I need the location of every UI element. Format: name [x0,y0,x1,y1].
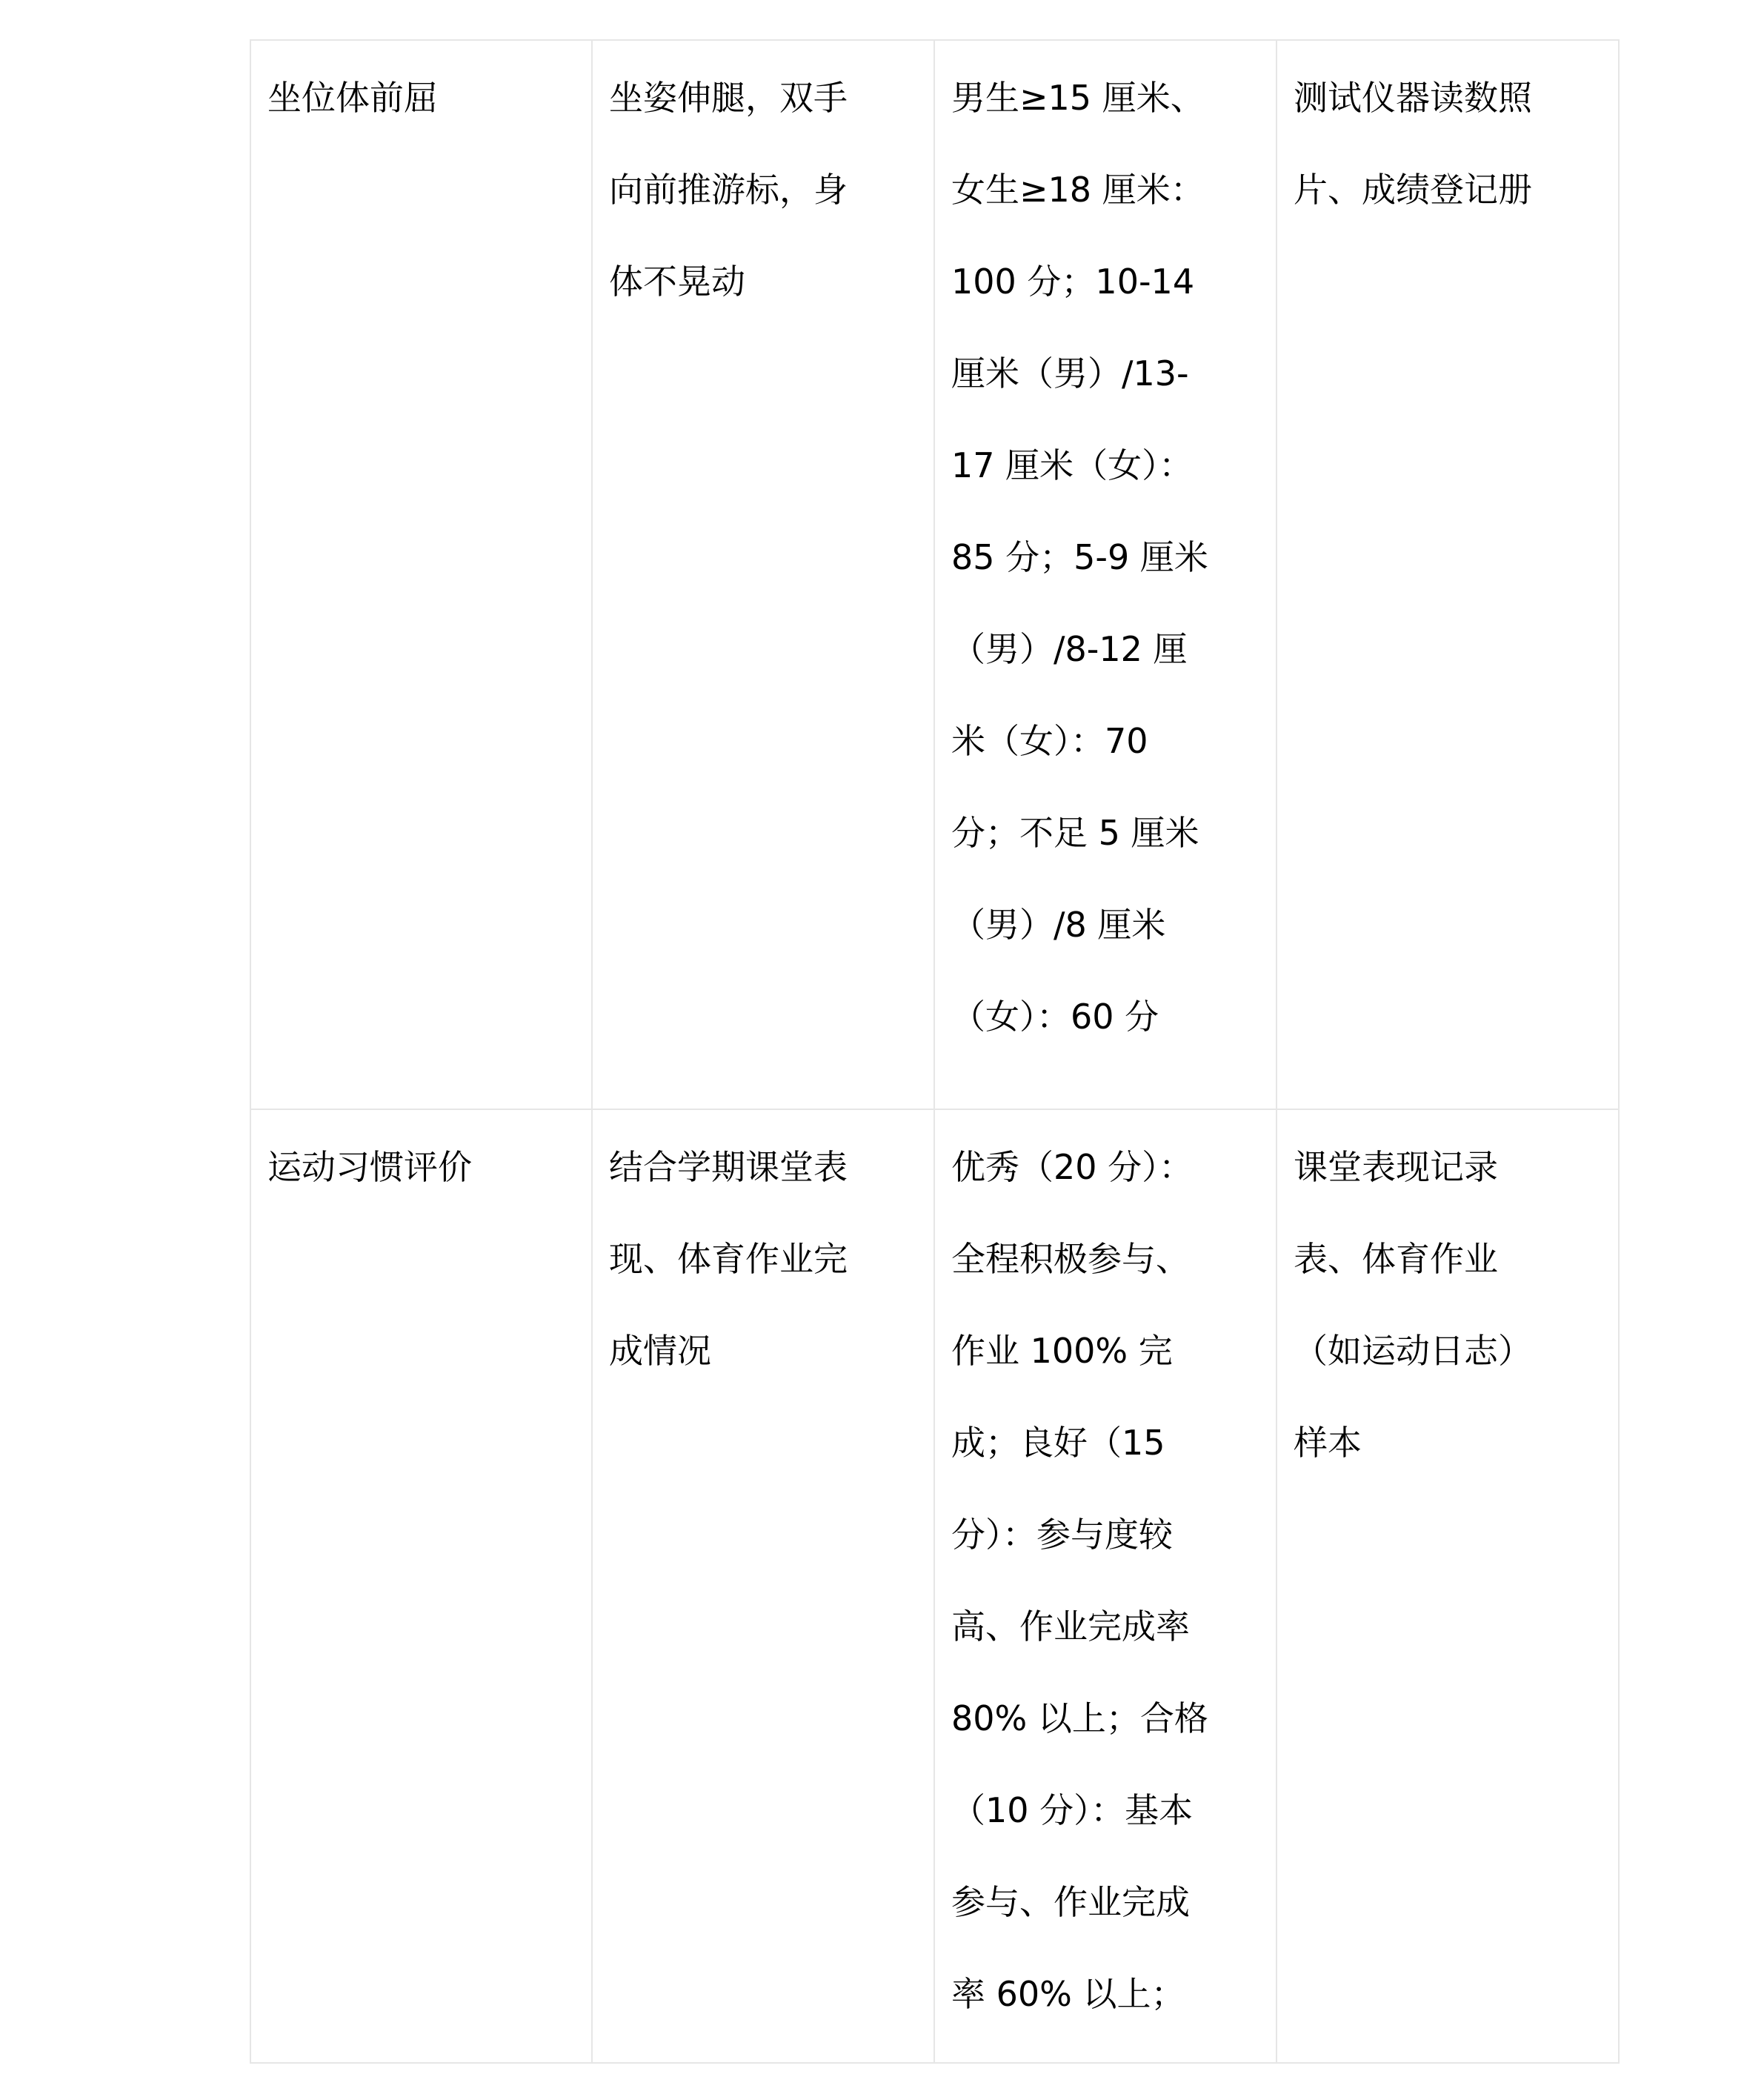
text-line: 17 厘米（女）： [951,445,1194,485]
cell-item [250,1109,592,2063]
cell-method [592,40,934,1109]
cell-text [267,1121,575,1213]
cell-method [592,1109,934,2063]
cell-item [250,40,592,1109]
cell-text [267,52,575,144]
table-row [250,40,1619,1109]
text-line: 参与、作业完成 [951,1882,1190,1922]
text-line: 表、体育作业 [1294,1239,1498,1279]
text-line: 体不晃动 [609,262,745,302]
text-line: 全程积极参与、 [951,1239,1190,1279]
text-line: 运动习惯评价 [267,1147,472,1187]
text-line: 课堂表现记录 [1294,1147,1498,1187]
text-line: 率 60% 以上； [951,1974,1185,2014]
text-line: 男生≥15 厘米、 [951,78,1205,118]
assessment-table [250,39,1620,2064]
cell-text [951,1121,1259,2040]
text-line: 结合学期课堂表 [609,1147,848,1187]
text-line: 厘米（男）/13- [951,353,1189,393]
text-line: 分）：参与度较 [951,1515,1173,1555]
text-line: 米（女）：70 [951,721,1148,761]
text-line: （10 分）：基本 [951,1790,1194,1830]
text-line: 80% 以上；合格 [951,1698,1208,1738]
text-line: 坐位体前屈 [267,78,438,118]
cell-standard [934,1109,1277,2063]
text-line: （男）/8 厘米 [951,905,1166,945]
text-line: 高、作业完成率 [951,1606,1190,1646]
text-line: 分；不足 5 厘米 [951,813,1199,853]
table-row [250,1109,1619,2063]
text-line: 优秀（20 分）： [951,1147,1194,1187]
text-line: （男）/8-12 厘 [951,629,1188,669]
text-line: 测试仪器读数照 [1294,78,1532,118]
cell-text [1294,52,1602,236]
text-line: 片、成绩登记册 [1294,170,1532,210]
text-line: 85 分；5-9 厘米 [951,537,1208,577]
cell-text [951,52,1259,1063]
text-line: 成情况 [609,1331,711,1371]
text-line: （女）：60 分 [951,997,1159,1037]
cell-evidence [1277,1109,1619,2063]
text-line: 100 分；10-14 [951,262,1195,302]
cell-text [609,52,917,328]
cell-standard [934,40,1277,1109]
text-line: 成；良好（15 [951,1423,1165,1463]
text-line: 样本 [1294,1423,1362,1463]
text-line: 现、体育作业完 [609,1239,848,1279]
text-line: （如运动日志） [1294,1331,1532,1371]
text-line: 坐姿伸腿，双手 [609,78,848,118]
cell-evidence [1277,40,1619,1109]
cell-text [1294,1121,1602,1489]
cell-text [609,1121,917,1397]
text-line: 女生≥18 厘米： [951,170,1205,210]
text-line: 向前推游标，身 [609,170,848,210]
text-line: 作业 100% 完 [951,1331,1173,1371]
